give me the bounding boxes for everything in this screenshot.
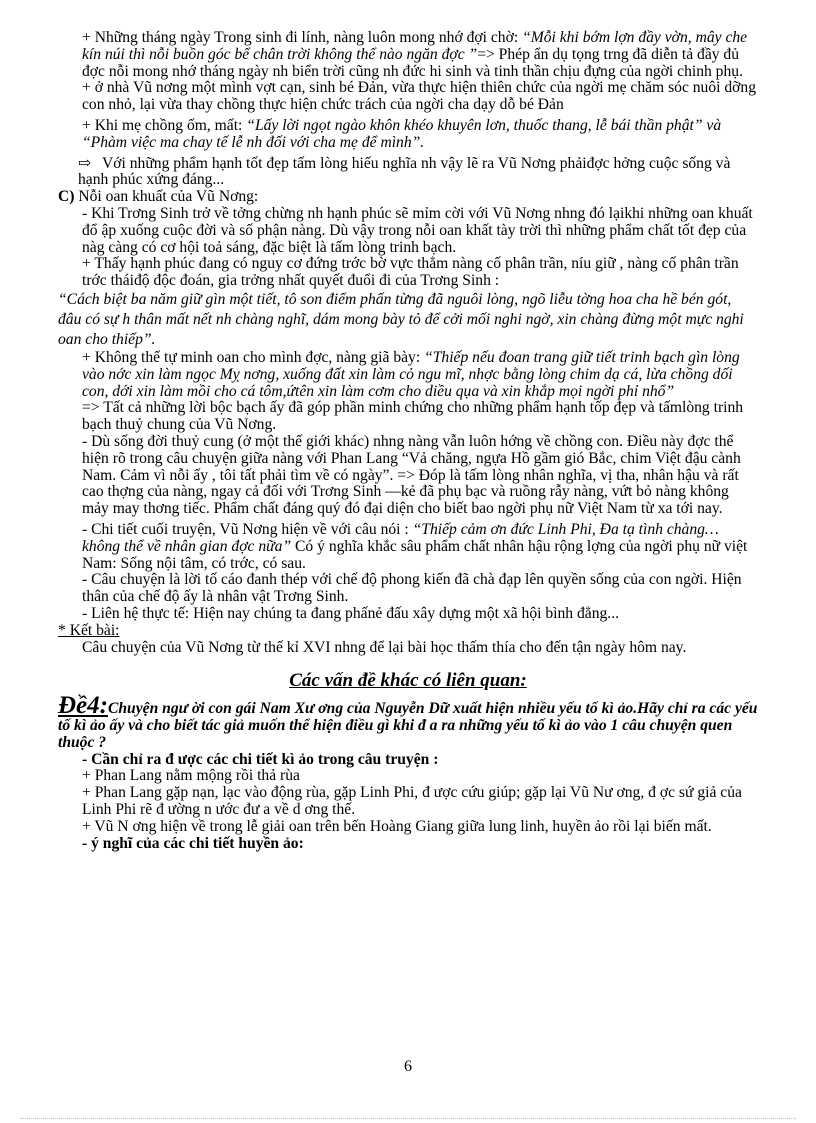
paragraph: + ở nhà Vũ nơng một mình vợt cạn, sinh bé Đản, vừa thực hiện thiên chức của ngời mẹ chăm sóc nuôi dỡng con nhỏ, lại vừa thay chồng thực hiện chức trách của ngời cha dạy dỗ bé Đản	[82, 79, 757, 114]
question-text: Chuyện ngư ời con gái Nam Xư ơng của Nguyễn Dữ xuất hiện nhiều yếu tố kì ảo.Hãy chỉ ra các yếu tố kì ảo ấy và cho biết tác giả muốn thể hiện điều gì khi đ a ra những yếu tố kì ảo vào 1 câu chuyện quen thuộc ?	[58, 700, 758, 751]
de4-title: Đề4:	[58, 692, 108, 720]
paragraph: - Câu chuyện là lời tố cáo đanh thép với chế độ phong kiến đã chà đạp lên quyền sống của con ngời. Hiện thân của chế độ ấy là nhân vật Trơng Sinh.	[82, 571, 742, 606]
quote: “Thiếp nếu đoan trang giữ tiết trinh bạch gìn lòng vào nớc xin làm ngọc Mỵ nơng, xuống đất xin làm cỏ ngu mĩ, nhợc bằng lòng chim dạ cá, lừa chồng dối con, dới xin làm mồi cho cá tôm,ứtên xin làm cơm cho diều qụa và xin khắp mọi ngời phỉ nhổ”	[82, 348, 740, 400]
page-bottom-divider	[20, 1118, 796, 1119]
subheading: - ý nghĩ của các chi tiết huyền ảo:	[82, 834, 304, 852]
bullet: + Phan Lang nằm mộng rồi thả rùa	[82, 767, 300, 785]
conclusion-line	[58, 156, 758, 190]
quote: “Thiếp cảm ơn đức Linh Phi, Đa tạ tình chàng… không thể về nhân gian đợc nữa”	[82, 520, 719, 555]
paragraph	[58, 350, 758, 400]
text: + Không thể tự minh oan cho mình đợc, nàng giã bày:	[82, 348, 425, 366]
document-page	[58, 30, 758, 852]
page-number: 6	[404, 1058, 412, 1075]
quote: “Lấy lời ngọt ngào khôn khéo khuyên lơn, thuốc thang, lễ bái thần phật” và “Phàm việc ma chay tế lễ nh đối với cha mẹ để mình”.	[82, 116, 722, 151]
text: => Phép ẩn dụ tọng trng đã diễn tả đầy đủ đợc nỗi mong nhớ tháng ngày nh biển trời cũng nh đức hi sinh và tinh thần chịu đựng của ngời chinh phụ.	[82, 45, 743, 80]
text: - Chi tiết cuối truyện, Vũ Nơng hiện về với câu nói :	[82, 520, 413, 538]
section-title: Nỗi oan khuất của Vũ Nơng:	[74, 188, 259, 206]
text: + Khi mẹ chồng ốm, mất:	[82, 116, 247, 134]
ketbai-heading: * Kết bài:	[58, 621, 120, 639]
paragraph	[58, 522, 758, 572]
text: + Những tháng ngày Trong sinh đi lính, nàng luôn mong nhớ đợi chờ:	[82, 29, 523, 46]
quote: “Mỗi khi bớm lợn đầy vờn, mây che kín núi thì nỗi buồn góc bể chân trời không thể nào ngăn đợc ”	[82, 29, 748, 63]
bullet: + Phan Lang gặp nạn, lạc vào động rùa, gặp Linh Phi, đ ược cứu giúp; gặp lại Vũ Nư ơng, đ ợc sứ giả của Linh Phi rẽ đ ường n ước đư a về d ơng thế.	[82, 784, 742, 819]
de4-question	[58, 692, 758, 751]
paragraph: - Liên hệ thực tế: Hiện nay chúng ta đang phấnẻ đấu xây dựng một xã hội bình đẳng...	[82, 604, 619, 622]
bullet: + Vũ N ơng hiện về trong lễ giải oan trên bến Hoàng Giang giữa lung linh, huyền ảo rồi lại biến mất.	[82, 817, 712, 835]
paragraph: - Khi Trơng Sinh trở về tởng chừng nh hạnh phúc sẽ mỉm cời với Vũ Nơng nhng đó lạikhi những oan khuất đổ ập xuống cuộc đời và số phận nàng. Dù vậy trong nỗi oan khất tày trời thì những phẩm chất tốt đẹp của nàg càng có cơ hội toả sáng, đặc biệt là tấm lòng trinh bạch.	[82, 204, 753, 256]
section-label: C)	[58, 188, 75, 206]
paragraph: + Thấy hạnh phúc đang có nguy cơ đứng trớc bờ vực thẳm nàng cố phân trần, níu giữ , nàng cố phân trần trớc tháiđộ độc đoán, gia trởng nhất quyết đuổi đi của Trơng Sinh :	[82, 255, 739, 290]
subheading: - Cần chỉ ra đ ược các chi tiết kì ảo trong câu truyện :	[82, 750, 439, 768]
arrow-right-icon: ⇨	[78, 154, 92, 172]
paragraph	[58, 118, 758, 152]
paragraph	[58, 30, 758, 80]
paragraph: Câu chuyện của Vũ Nơng từ thế kỉ XVI nhng để lại bài học thấm thía cho đến tận ngày hôm nay.	[82, 638, 687, 656]
text: Với những phẩm hạnh tốt đẹp tấm lòng hiếu nghĩa nh vậy lẽ ra Vũ Nơng phảiđợc hởng cuộc sống và hạnh phúc xứng đáng...	[78, 154, 731, 189]
section-heading	[58, 189, 758, 206]
paragraph: - Dù sống đời thuỷ cung (ở một thế giới khác) nhng nàng vẫn luôn hớng về chồng con. Điều này đợc thể hiện rõ trong câu chuyện giữa nàng với Phan Lang “Vả chăng, ngựa Hồ gầm gió Bắc, chim Việt đậu cành Nam. Cảm vì nỗi ấy , tôi tất phải tìm về có ngày”. => Đóp là tấm lòng nhân nghĩa, vị tha, nhân hậu và rất cao thợng của nàng, ngay cả đối với Trơng Sinh —kẻ đã phụ bạc và ruồng rẫy nàng, vứt bỏ nàng không mảy may thơng tiếc. Phẩm chất đáng quý đó đại diện cho biết bao ngời phụ nữ Việt Nam từ xa tới nay.	[82, 432, 741, 518]
quote-paragraph: “Cách biệt ba năm giữ gìn một tiết, tô son điểm phấn từng đã nguôi lòng, ngõ liễu tờng hoa cha hề bén gót, đâu có sự h thân mất nết nh chàng nghĩ, dám mong bày tỏ để cởi mối nghi ngờ, xin chàng đừng một mực nghi oan cho thiếp”.	[58, 290, 744, 348]
related-issues-heading: Các vấn đề khác có liên quan:	[289, 670, 527, 692]
paragraph: => Tất cả những lời bộc bạch ấy đã góp phần minh chứng cho những phẩm hạnh tốp đẹp và tấmlòng trinh bạch thuỷ chung của Vũ Nơng.	[82, 399, 744, 434]
text: Có ý nghĩa khắc sâu phẩm chất nhân hậu rộng lợng của ngời phụ nữ việt Nam: Sống nội tâm, có trớc, có sau.	[82, 537, 748, 572]
